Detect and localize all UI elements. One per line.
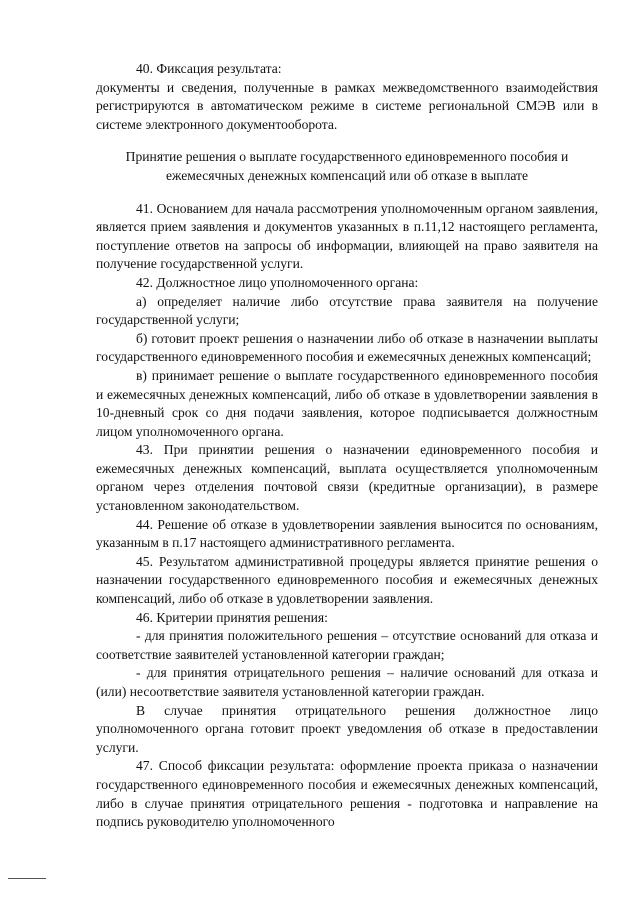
section-40-title: 40. Фиксация результата: (136, 61, 282, 76)
paragraph-46b: - для принятия отрицательного решения – наличие оснований для отказа и (или) несоответствие заявителя установленной категории граждан. (96, 665, 598, 699)
section-heading: Принятие решения о выплате государственного единовременного пособия и ежемесячных денежных компенсаций или об отказе в выплате (125, 149, 569, 183)
paragraph-47: 47. Способ фиксации результата: оформление проекта приказа о назначении государственного единовременного пособия и ежемесячных денежных компенсаций, либо в случае принятия отрицательного решения - подготовка и направление на подпись руководителю уполномоченного (96, 758, 598, 830)
paragraph-44: 44. Решение об отказе в удовлетворении заявления выносится по основаниям, указанным в п.17 настоящего административного регламента. (96, 516, 598, 551)
paragraph-41: 41. Основанием для начала рассмотрения уполномоченным органом заявления, является прием заявления и документов указанных в п.11,12 настоящего регламента, поступление ответов на запросы об информации, влияющей на право заявителя на получение государственной услуги. (96, 200, 598, 272)
section-40-text: документы и сведения, полученные в рамках межведомственного взаимодействия регистрируются в автоматическом режиме в системе региональной СМЭВ или в системе электронного документооборота. (96, 79, 598, 132)
paragraph-43: 43. При принятии решения о назначении единовременного пособия и ежемесячных денежных компенсаций, выплата осуществляется уполномоченным органом через отделения почтовой связи (кредитные организации), в размере установленном законодательством. (96, 442, 598, 514)
footer-divider (8, 878, 46, 879)
paragraph-42c: в) принимает решение о выплате государственного единовременного пособия и ежемесячных денежных компенсаций, либо об отказе в удовлетворении заявления в 10-дневный срок со дня подачи заявления, которое подписывается должностным лицом уполномоченного органа. (96, 367, 598, 439)
paragraph-42a: а) определяет наличие либо отсутствие права заявителя на получение государственной услуги; (96, 293, 598, 328)
document-page (96, 60, 598, 832)
paragraph-46a: - для принятия положительного решения – отсутствие оснований для отказа и соответствие заявителей установленной категории граждан; (96, 628, 598, 662)
paragraph-46: 46. Критерии принятия решения: (136, 609, 328, 625)
paragraph-46c: В случае принятия отрицательного решения должностное лицо уполномоченного органа готовит проект уведомления об отказе в предоставлении услуги. (96, 702, 598, 755)
paragraph-42b: б) готовит проект решения о назначении либо об отказе в назначении выплаты государственного единовременного пособия и ежемесячных денежных компенсаций; (96, 330, 598, 365)
paragraph-42: 42. Должностное лицо уполномоченного органа: (136, 274, 419, 290)
paragraph-45: 45. Результатом административной процедуры является принятие решения о назначении государственного единовременного пособия и ежемесячных денежных компенсаций, либо об отказе в удовлетворении заявления. (96, 553, 598, 607)
